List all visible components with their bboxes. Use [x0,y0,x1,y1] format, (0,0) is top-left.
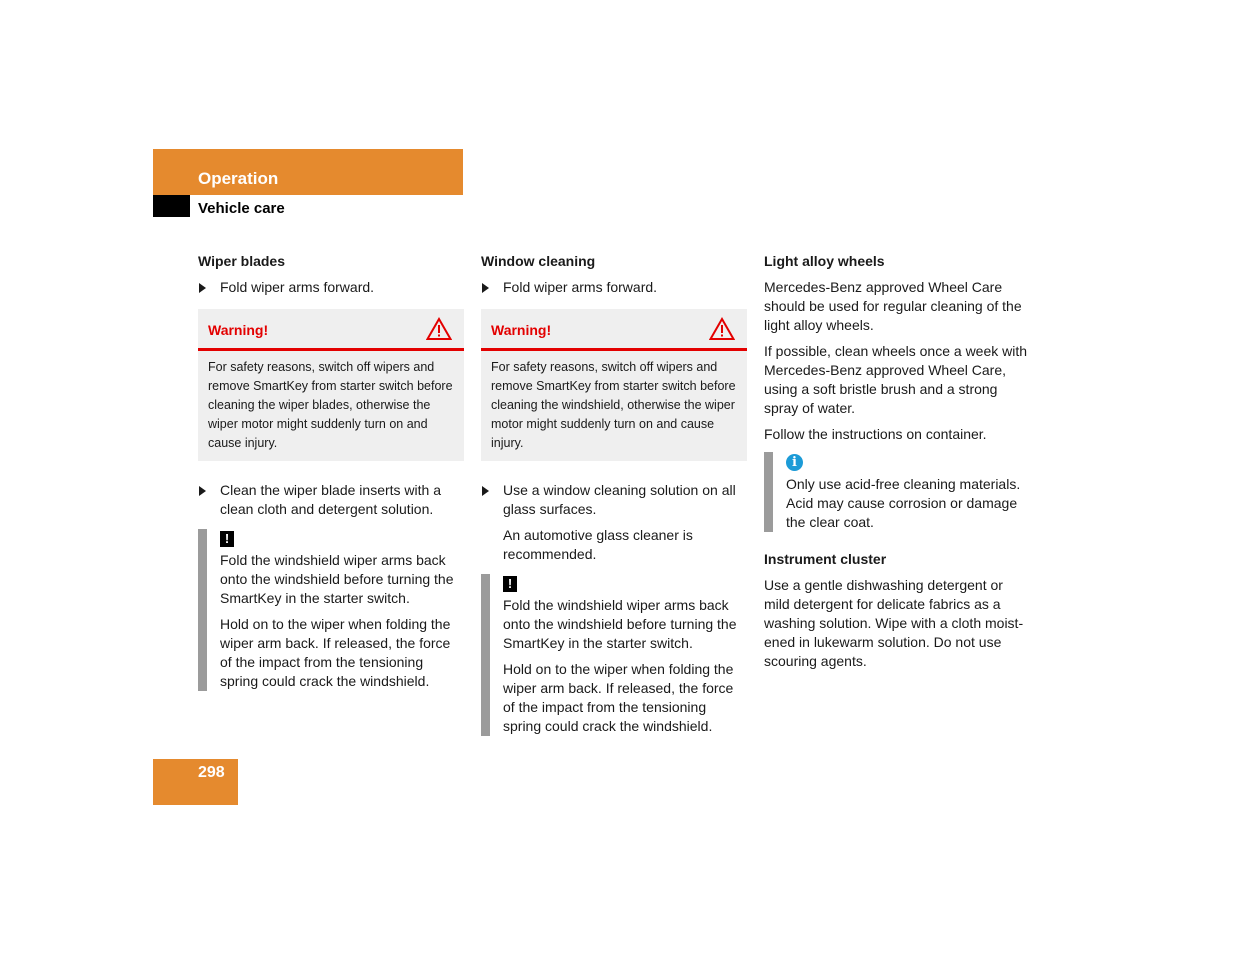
paragraph: Use a gentle dishwashing detergent or mild detergent for delicate fabrics as a washing solution. Wipe with a cloth moist-ened in lukewarm solution. Do not use scouring agents. [764,577,1024,669]
warning-triangle-icon [426,317,452,341]
info-icon: i [786,454,803,471]
heading-window-cleaning: Window cleaning [481,253,596,269]
paragraph: Follow the instructions on container. [764,426,987,442]
note-bar [198,529,207,691]
step-item [481,481,747,519]
step-item [198,278,464,297]
section-marker [153,195,190,217]
step-text: Clean the wiper blade inserts with a clean cloth and detergent solution. [220,482,442,517]
caution-note [481,574,747,736]
column-window-cleaning [481,252,747,743]
paragraph: If possible, clean wheels once a week with Mercedes-Benz approved Wheel Care, using a soft bristle brush and a strong spray of water. [764,343,1028,416]
column-wheels-instruments [764,252,1030,678]
warning-box [481,309,747,461]
caution-note [198,529,464,691]
note-bar [481,574,490,736]
bullet-arrow-icon [199,486,206,496]
step-text: Fold wiper arms forward. [503,279,658,295]
column-wiper-blades [198,252,464,698]
paragraph: Mercedes-Benz approved Wheel Care should be used for regular cleaning of the light alloy wheels. [764,279,1022,333]
warning-triangle-icon [709,317,735,341]
step-subtext: An automotive glass cleaner is recommended. [503,527,693,562]
step-item [481,278,747,297]
warning-text: For safety reasons, switch off wipers and remove SmartKey from starter switch before cleaning the windshield, otherwise the wiper motor might suddenly turn on and cause injury. [491,360,736,450]
heading-wiper-blades: Wiper blades [198,253,286,269]
note-bar [764,452,773,532]
warning-box [198,309,464,461]
info-note [764,452,1030,532]
warning-title: Warning! [208,322,269,338]
exclamation-icon: ! [220,531,234,547]
bullet-arrow-icon [482,486,489,496]
bullet-arrow-icon [482,283,489,293]
note-paragraph: Hold on to the wiper when folding the wiper arm back. If released, the force of the impact from the tensioning spring could crack the windshield. [220,616,451,689]
warning-text: For safety reasons, switch off wipers and remove SmartKey from starter switch before cleaning the wiper blades, otherwise the wiper motor might suddenly turn on and cause injury. [208,360,453,450]
warning-title: Warning! [491,322,552,338]
warning-header [198,309,464,351]
step-text: Use a window cleaning solution on all glass surfaces. [503,482,736,517]
heading-light-alloy-wheels: Light alloy wheels [764,253,885,269]
step-item [198,481,464,519]
warning-header [481,309,747,351]
note-paragraph: Only use acid-free cleaning materials. Acid may cause corrosion or damage the clear coat. [786,476,1021,530]
heading-instrument-cluster: Instrument cluster [764,551,887,567]
note-paragraph: Fold the windshield wiper arms back onto the windshield before turning the SmartKey in the starter switch. [220,552,454,606]
subsection-title: Vehicle care [198,200,285,217]
exclamation-icon: ! [503,576,517,592]
bullet-arrow-icon [199,283,206,293]
page-number: 298 [198,764,225,781]
step-text: Fold wiper arms forward. [220,279,375,295]
note-paragraph: Hold on to the wiper when folding the wiper arm back. If released, the force of the impact from the tensioning spring could crack the windshield. [503,661,734,734]
page-number-box [153,759,238,805]
note-paragraph: Fold the windshield wiper arms back onto the windshield before turning the SmartKey in the starter switch. [503,597,737,651]
section-title: Operation [198,169,279,188]
